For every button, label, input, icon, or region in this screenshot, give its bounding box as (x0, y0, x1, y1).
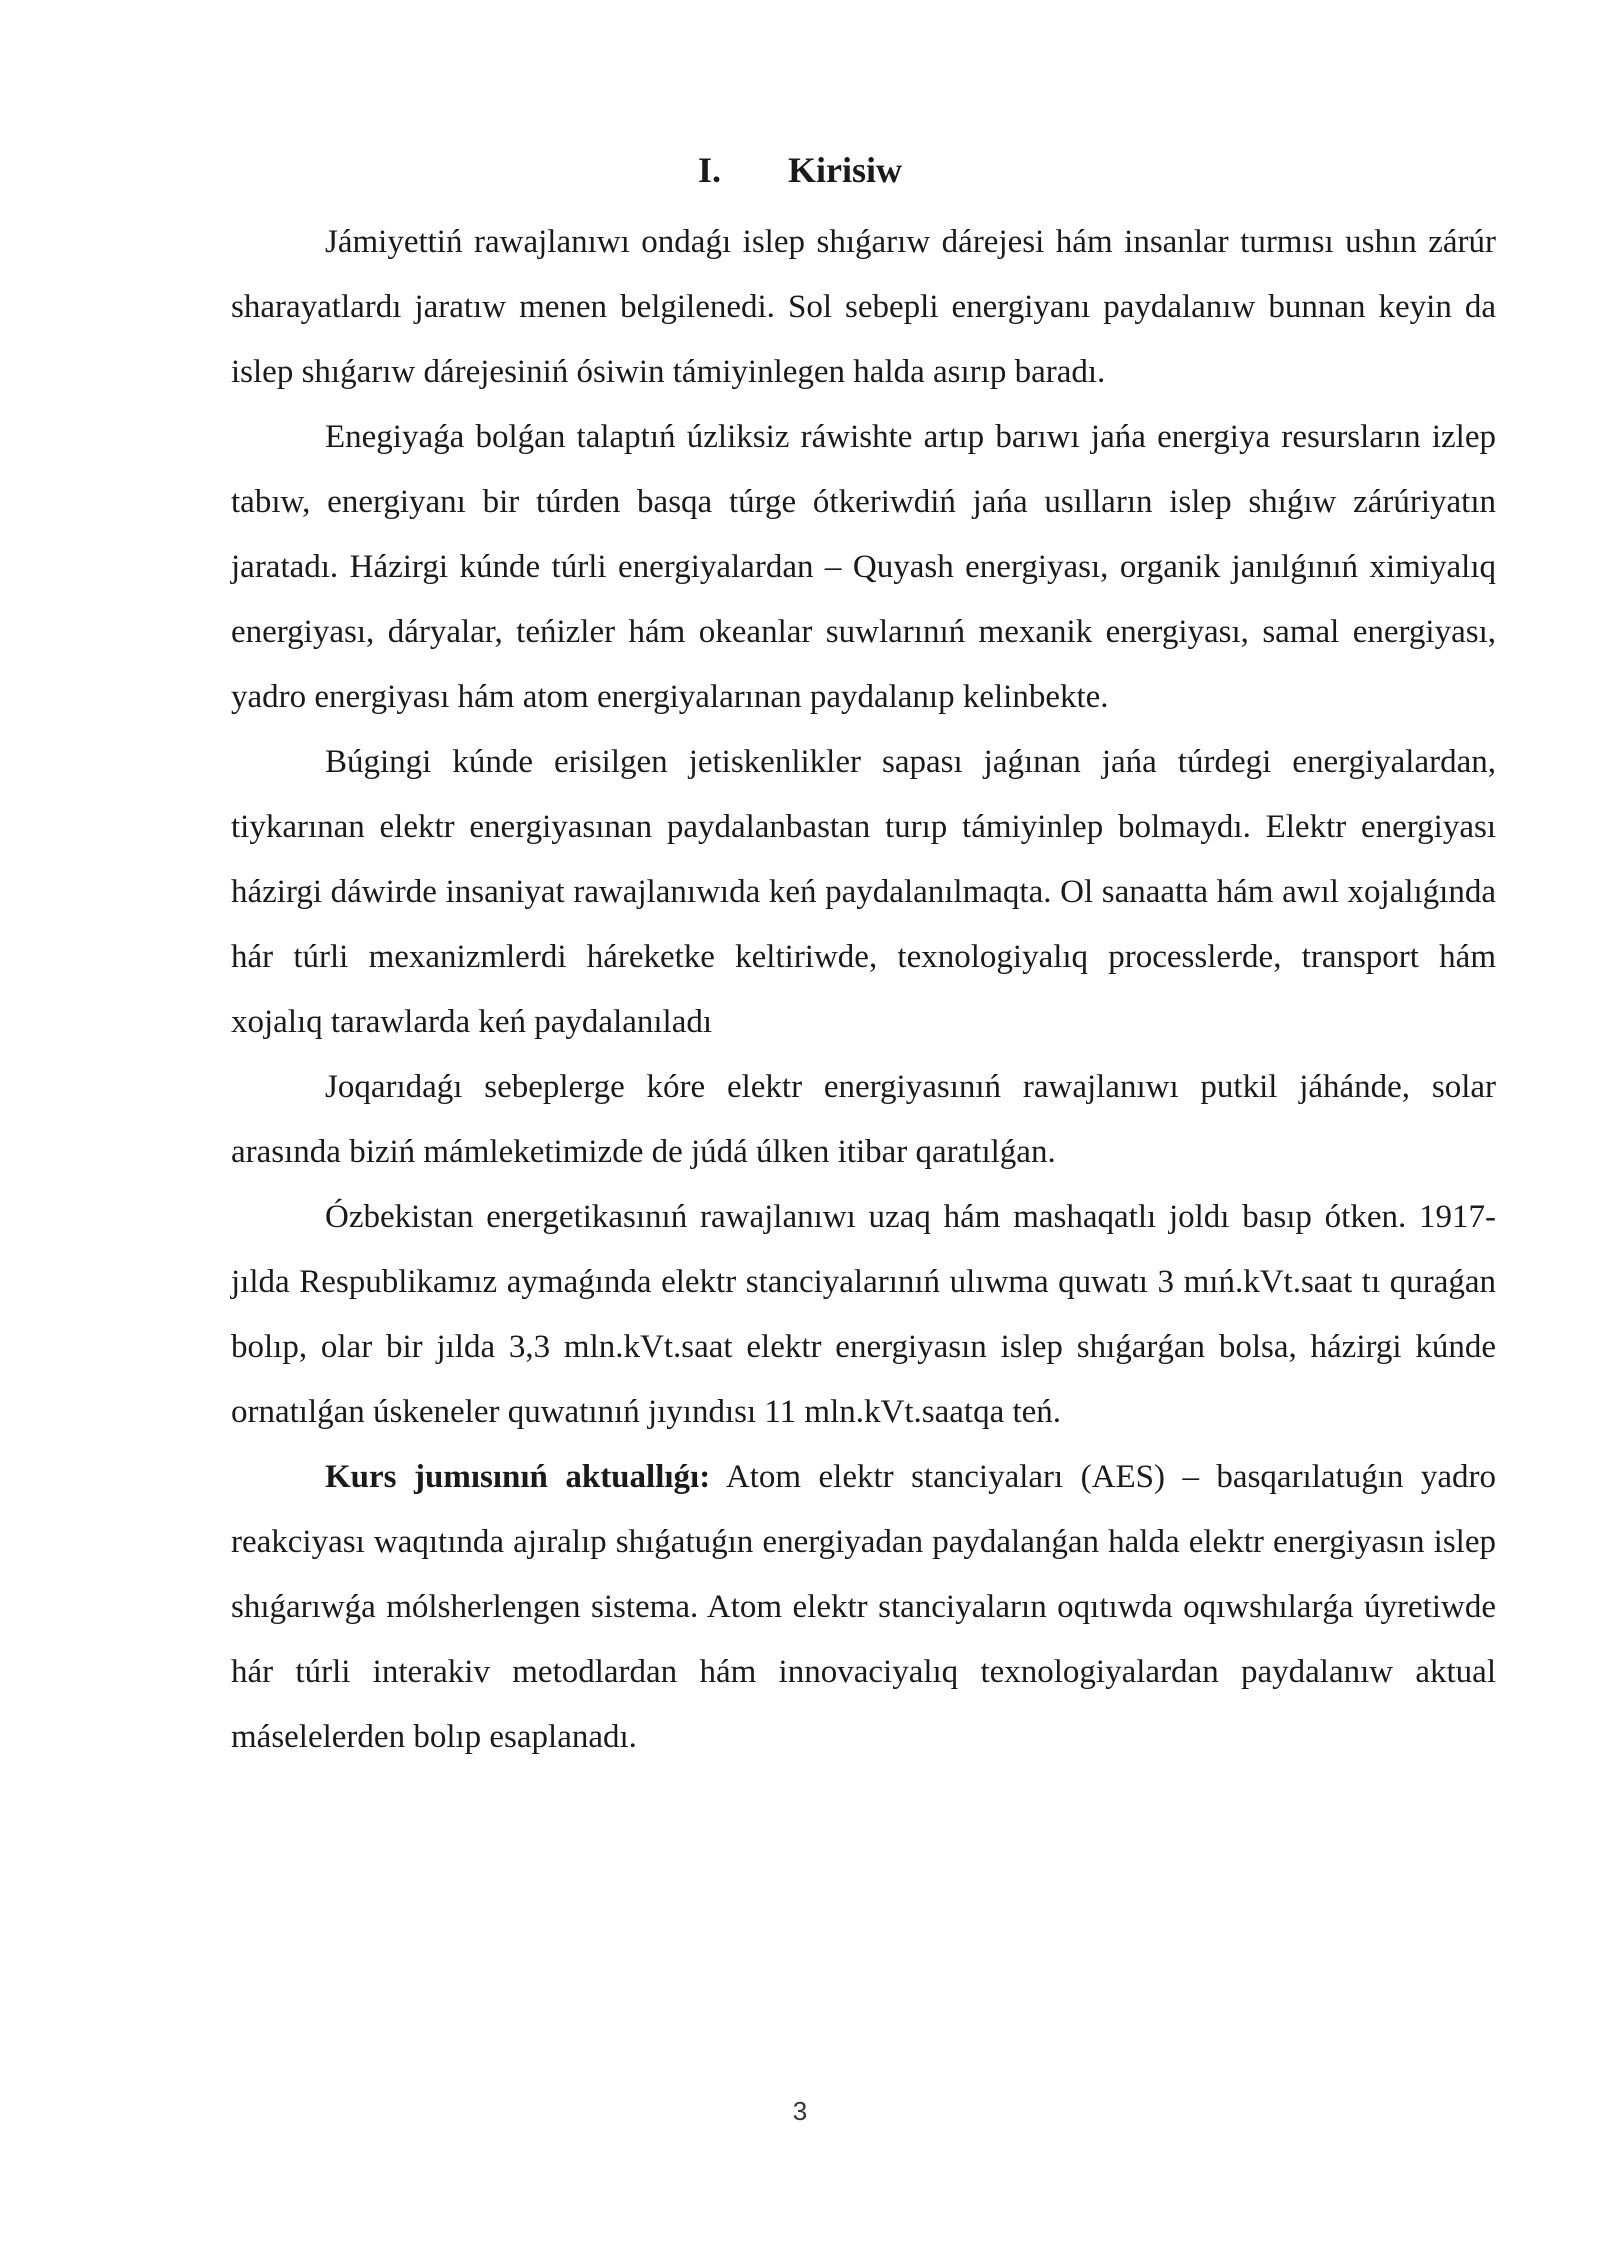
paragraph-3: Búgingi kúnde erisilgen jetiskenlikler sapası jaǵınan jańa túrdegi energiyalardan, tiykarınan elektr energiyasınan paydalanbastan turıp támiyinlep bolmaydı. Elektr energiyası házirgi dáwirde insaniyat rawajlanıwıda keń paydalanılmaqta. Ol sanaatta hám awıl xojalıǵında hár túrli mexanizmlerdi háreketke keltiriwde, texnologiyalıq processlerde, transport hám xojalıq tarawlarda keń paydalanıladı (231, 744, 1496, 1040)
section-heading (0, 150, 1600, 190)
paragraph-1: Jámiyettiń rawajlanıwı ondaǵı islep shıǵarıw dárejesi hám insanlar turmısı ushın zárúr sharayatlardı jaratıw menen belgilenedi. Sol sebepli energiyanı paydalanıw bunnan keyin da islep shıǵarıw dárejesiniń ósiwin támiyinlegen halda asırıp baradı. (231, 224, 1496, 390)
paragraph-5: Ózbekistan energetikasınıń rawajlanıwı uzaq hám mashaqatlı joldı basıp ótken. 1917-jılda Respublikamız aymaǵında elektr stanciyalarınıń ulıwma quwatı 3 mıń.kVt.saat tı quraǵan bolıp, olar bir jılda 3,3 mln.kVt.saat elektr energiyasın islep shıǵarǵan bolsa, házirgi kúnde ornatılǵan úskeneler quwatınıń jıyındısı 11 mln.kVt.saatqa teń. (231, 1199, 1496, 1430)
course-relevance-lead: Kurs jumısınıń aktuallıǵı: (325, 1459, 711, 1495)
body-text (231, 210, 1496, 1770)
page-number: 3 (792, 2096, 808, 2126)
section-title: Kirisiw (788, 150, 902, 190)
section-number: I. (698, 150, 722, 190)
paragraph-6 (231, 1445, 1496, 1770)
paragraph-4: Joqarıdaǵı sebeplerge kóre elektr energiyasınıń rawajlanıwı putkil jáhánde, solar arasında biziń mámleketimizde de júdá úlken itibar qaratılǵan. (231, 1069, 1496, 1170)
paragraph-6-text: Atom elektr stanciyaları (AES) – basqarılatuǵın yadro reakciyası waqıtında ajıralıp shıǵatuǵın energiyadan paydalanǵan halda elektr energiyasın islep shıǵarıwǵa mólsherlengen sistema. Atom elektr stanciyaların oqıtıwda oqıwshılarǵa úyretiwde hár túrli interakiv metodlardan hám innovaciyalıq texnologiyalardan paydalanıw aktual máselelerden bolıp esaplanadı. (231, 1459, 1496, 1755)
paragraph-2: Enegiyaǵa bolǵan talaptıń úzliksiz ráwishte artıp barıwı jańa energiya resursların izlep tabıw, energiyanı bir túrden basqa túrge ótkeriwdiń jańa usılların islep shıǵıw zárúriyatın jaratadı. Házirgi kúnde túrli energiyalardan – Quyash energiyası, organik janılǵınıń ximiyalıq energiyası, dáryalar, teńizler hám okeanlar suwlarınıń mexanik energiyası, samal energiyası, yadro energiyası hám atom energiyalarınan paydalanıp kelinbekte. (231, 419, 1496, 715)
